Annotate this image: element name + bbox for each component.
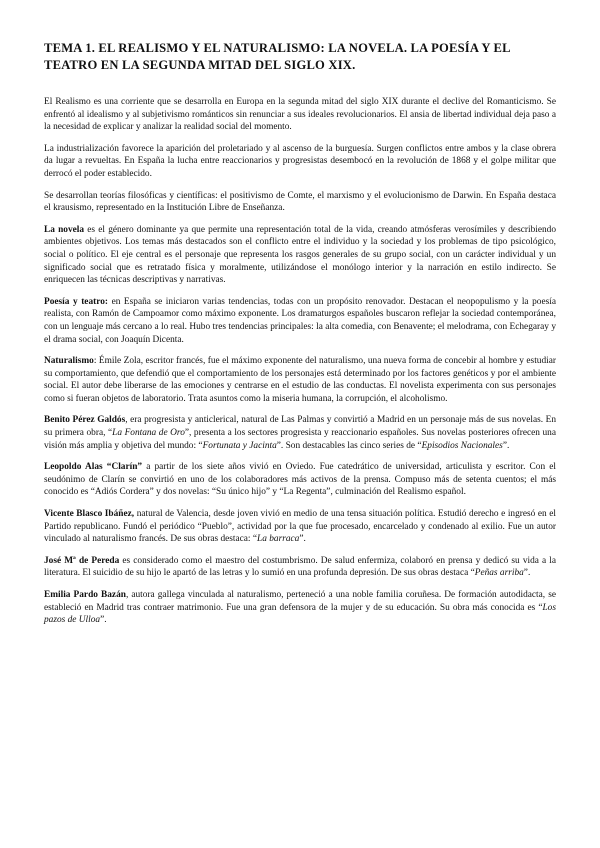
paragraph-teorias: Se desarrollan teorías filosóficas y científicas: el positivismo de Comte, el marxismo y el evolucionismo de Darwin. En España destaca el krausismo, representado en la Institución Libre de Enseñanza.: [44, 190, 556, 214]
author-pereda: José Mª de Pereda: [44, 555, 120, 566]
work-la-barraca: La barraca: [257, 534, 300, 545]
author-blasco-ibanez: Vicente Blasco Ibáñez,: [44, 509, 135, 520]
term-novela: La novela: [44, 224, 85, 235]
paragraph-poesia-teatro: [44, 296, 556, 346]
blasco-text-a: natural de Valencia, desde joven vivió en medio de una tensa situación política. Estudió derecho e ingresó en el Partido republicano. Fundó el periódico “Pueblo”, actividad por la que fue procesado, encarcelado y condenado al exilio. Fue un autor vinculado al naturalismo francés. De sus obras destaca: “: [44, 509, 556, 545]
paragraph-novela: [44, 224, 556, 287]
work-fortunata-y-jacinta: Fortunata y Jacinta: [202, 440, 277, 451]
author-clarin: Leopoldo Alas “Clarín”: [44, 462, 143, 473]
author-pardo-bazan: Emilia Pardo Bazán: [44, 590, 126, 600]
term-poesia-teatro: Poesía y teatro:: [44, 296, 109, 307]
paragraph-galdos: [44, 414, 556, 452]
paragraph-poesia-teatro-text: en España se iniciaron varias tendencias, todas con un propósito renovador. Destacan el neopopulismo y la poesía realista, con Ramón de Campoamor como máximo exponente. Los dramaturgos españoles buscaron reflejar la sociedad contemporánea, con un lenguaje más cercano a lo real. Hubo tres tendencias principales: la alta comedia, con Benavente; el melodrama, con Echegaray y el drama social, con Joaquín Dicenta.: [44, 296, 556, 345]
galdos-text-b: ”, presenta a los sectores progresista y reaccionario españoles. Sus novelas posteriores ofrecen una visión más amplia y objetiva del mundo: “: [44, 428, 556, 451]
paragraph-pardo-bazan: [44, 589, 556, 627]
paragraph-industrializacion: La industrialización favorece la aparición del proletariado y al ascenso de la burguesía. Surgen conflictos entre ambos y la clase obrera da lugar a revueltas. En España la lucha entre reaccionarios y progresistas desembocó en la revolución de 1868 y el golpe militar que derrocó el poder establecido.: [44, 143, 556, 179]
galdos-text-c: ”. Son destacables las cinco series de “: [276, 440, 422, 451]
work-episodios-nacionales: Episodios Nacionales: [421, 440, 503, 451]
work-los-pazos-de-ulloa: Los pazos de Ulloa: [44, 602, 556, 626]
galdos-text-a: , era progresista y anticlerical, natural de Las Palmas y convirtió a Madrid en un personaje más de sus novelas. En su primera obra, “: [44, 415, 557, 439]
paragraph-naturalismo: [44, 355, 556, 405]
paragraph-pereda: [44, 555, 556, 580]
document-title: TEMA 1. EL REALISMO Y EL NATURALISMO: LA NOVELA. LA POESÍA Y EL TEATRO EN LA SEGUNDA MITAD DEL SIGLO XIX.: [44, 41, 511, 72]
paragraph-clarin: [44, 461, 556, 499]
author-galdos: Benito Pérez Galdós: [44, 415, 126, 426]
paragraph-clarin-text: a partir de los siete años vivió en Oviedo. Fue catedrático de universidad, articulista y escritor. Con el seudónimo de Clarín se convirtió en uno de los colaboradores más activos de la prensa. Compuso más de setenta cuentos; el más conocido es “Adiós Cordera” y dos novelas: “Su único hijo” y “La Regenta”, culminación del Realismo español.: [44, 462, 556, 498]
paragraph-naturalismo-text: : Émile Zola, escritor francés, fue el máximo exponente del naturalismo, una nueva forma de concebir al hombre y estudiar su comportamiento, que defendió que el comportamiento de los personajes está determinado por los factores genéticos y por el ambiente social. El autor debe liberarse de las emociones y centrarse en el estudio de las conductas. El novelista experimenta con sus personajes como si fueran objetos de laboratorio. Trata asuntos como la miseria humana, la corrupción, el alcoholismo.: [44, 356, 556, 404]
pardo-bazan-text-a: , autora gallega vinculada al naturalismo, perteneció a una noble familia coruñesa. De formación autodidacta, se estableció en Madrid tras contraer matrimonio. Fue una gran defensora de la mujer y de su educación. Su obra más conocida es “: [44, 590, 556, 613]
paragraph-realismo-intro: El Realismo es una corriente que se desarrolla en Europa en la segunda mitad del siglo XIX durante el declive del Romanticismo. Se enfrentó al idealismo y al subjetivismo románticos sin renunciar a sus ideales revolucionarios. El ansia de libertad individual deja paso a la necesidad de explicar y analizar la realidad social del momento.: [44, 97, 556, 133]
paragraph-novela-text: es el género dominante ya que permite una representación total de la vida, creando atmósferas verosímiles y describiendo ambientes objetivos. Los temas más destacados son el conflicto entre el individuo y la sociedad y los problemas de tipo psicológico, social o político. El eje central es el personaje que representa los rasgos generales de su grupo social, con un carácter individual y un significado social que es retratado física y moralmente, utilizándose el monólogo interior y la narración en estilo indirecto. Se enriquecen las técnicas descriptivas y narrativas.: [44, 224, 556, 286]
blasco-text-b: ”.: [299, 534, 306, 545]
galdos-text-d: ”.: [502, 440, 510, 451]
term-naturalismo: Naturalismo: [44, 356, 94, 367]
work-fontana-de-oro: La Fontana de Oro: [112, 428, 185, 439]
paragraph-blasco-ibanez: [44, 508, 556, 546]
pereda-text-a: es considerado como el maestro del costumbrismo. De salud enfermiza, colaboró en prensa y dedicó su vida a la literatura. El suicidio de su hijo le apartó de las letras y lo sumió en una profunda depresión. De sus obras destaca “: [44, 555, 557, 579]
pereda-text-b: ”.: [523, 568, 531, 579]
work-penas-arriba: Peñas arriba: [474, 568, 524, 579]
pardo-bazan-text-b: ”.: [100, 615, 107, 626]
